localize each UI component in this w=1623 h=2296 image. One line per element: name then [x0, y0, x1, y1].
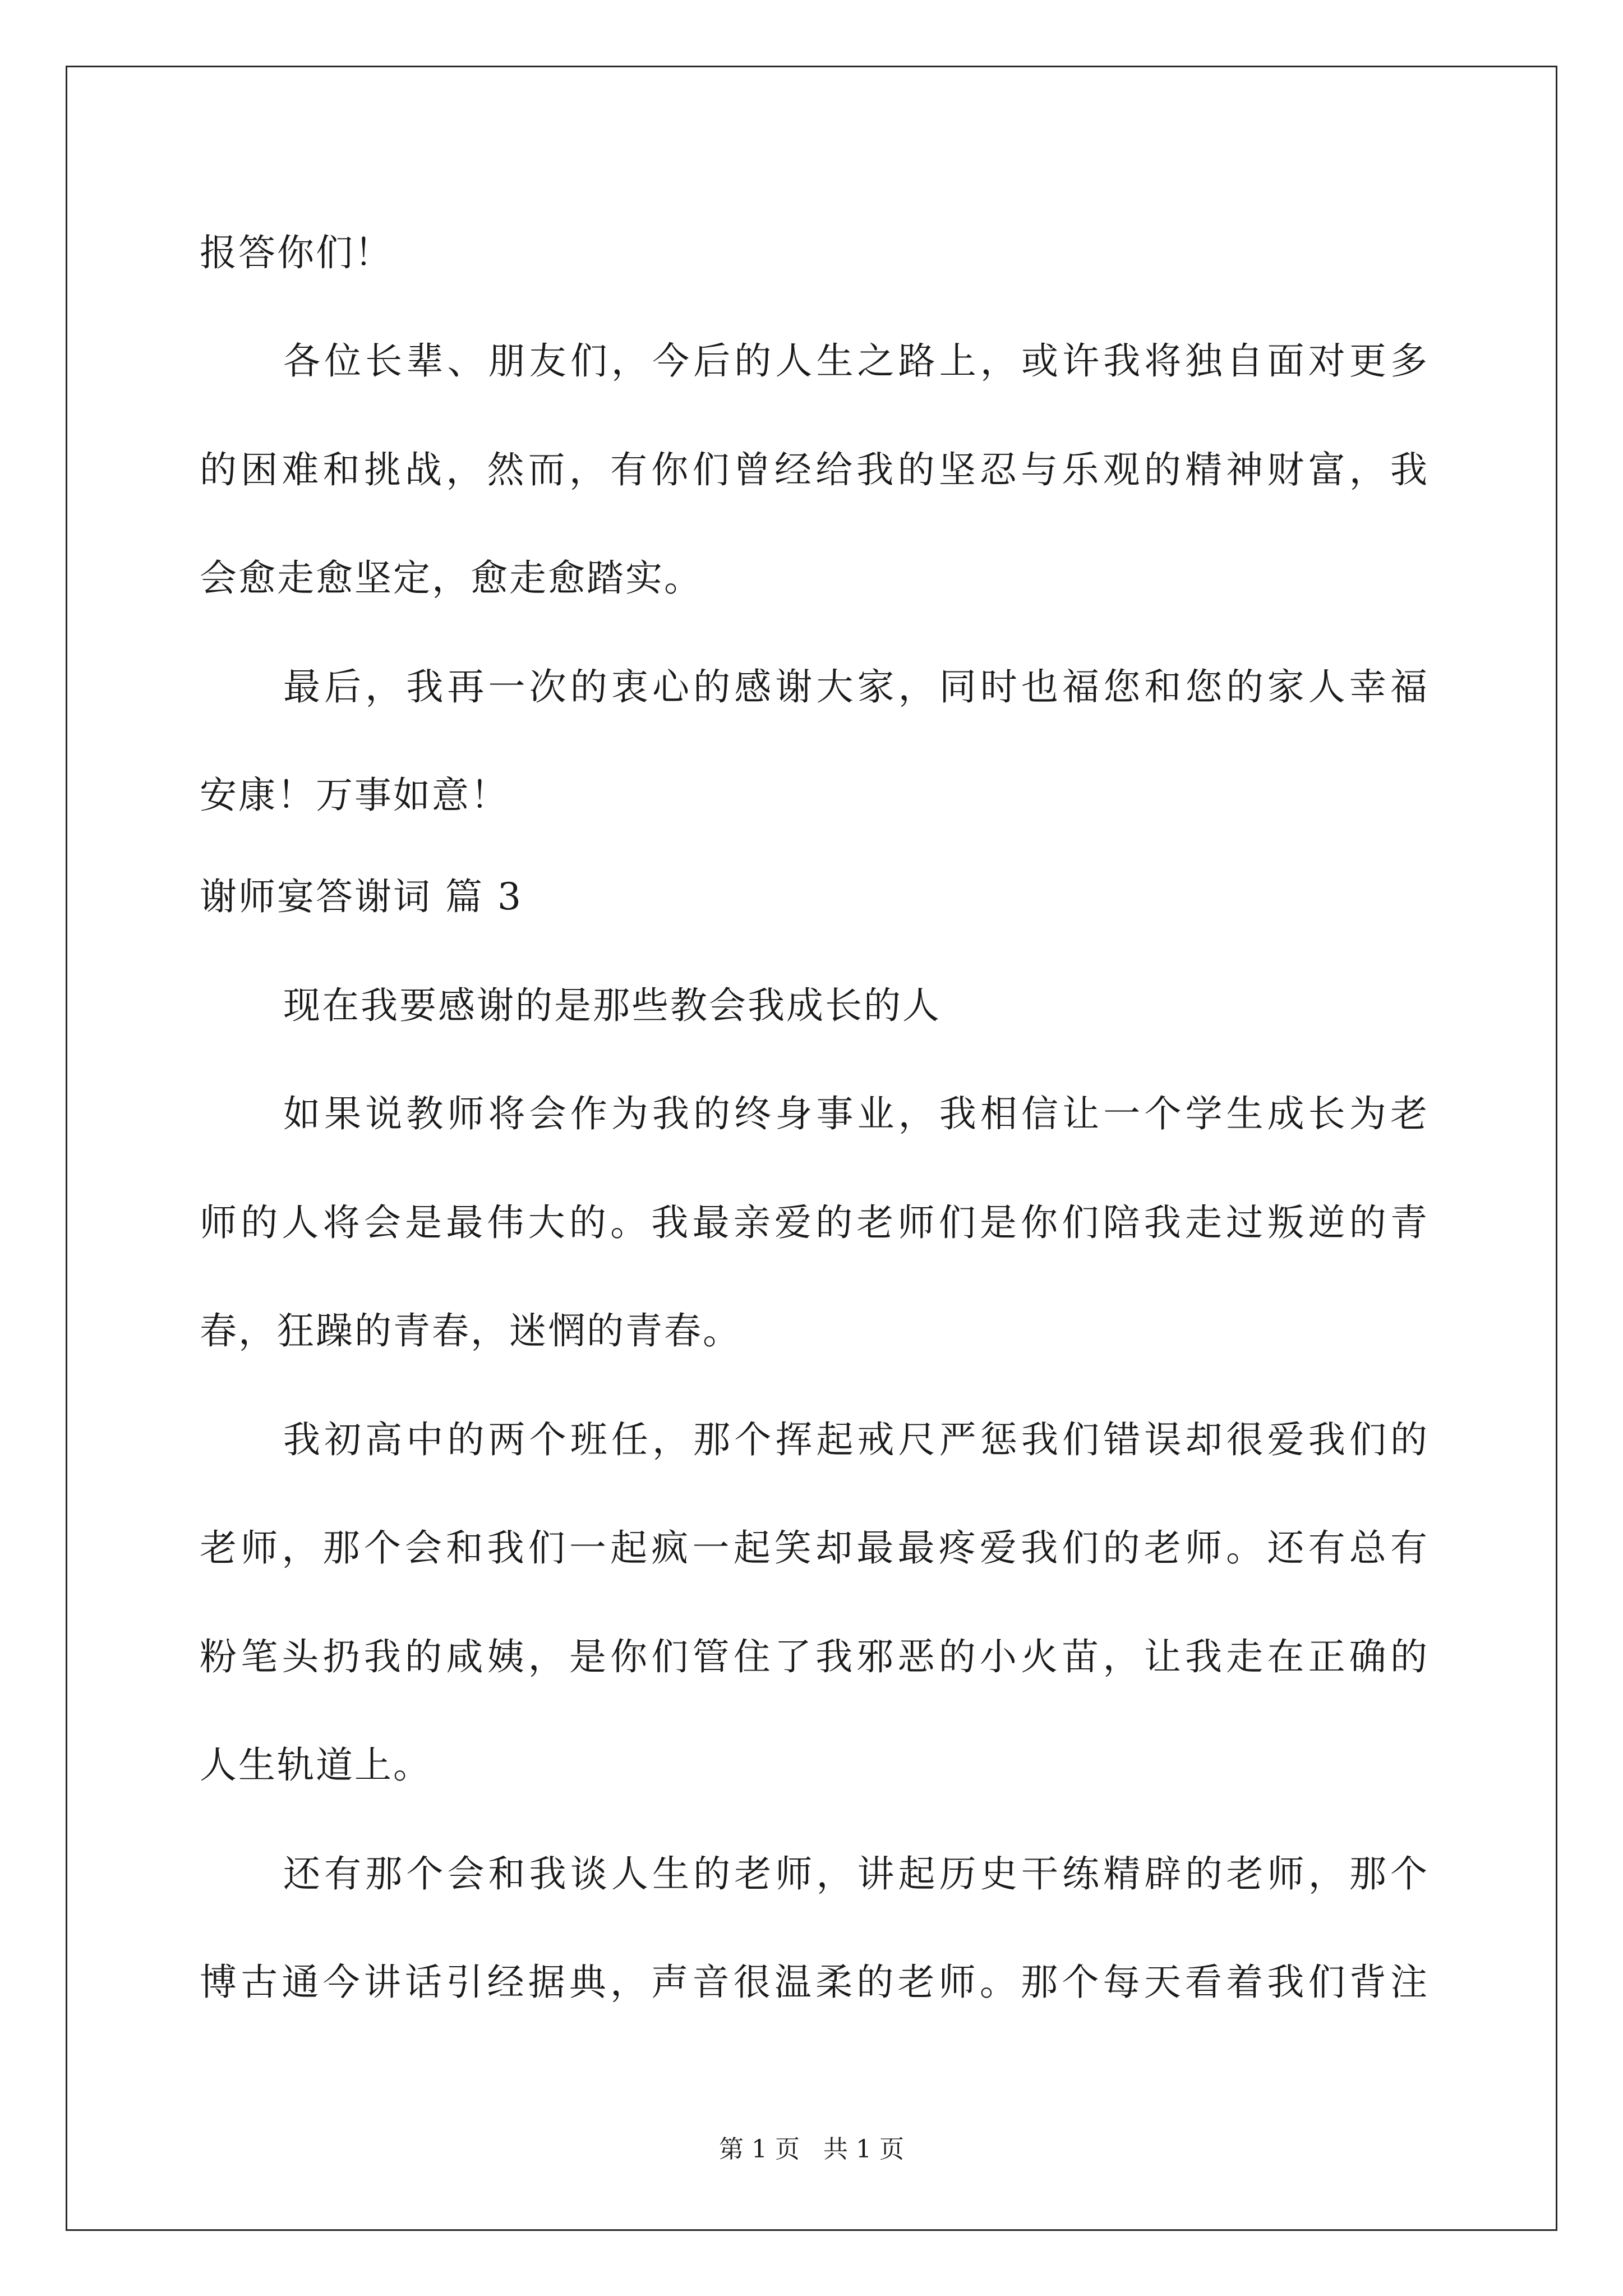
page-border [66, 66, 1557, 2231]
paragraph-start-line: 如果说教师将会作为我的终身事业，我相信让一个学生成长为老 [283, 1092, 1429, 1135]
body-line: 春，狂躁的青春，迷惘的青春。 [200, 1309, 741, 1352]
paragraph-start-line: 我初高中的两个班任，那个挥起戒尺严惩我们错误却很爱我们的 [283, 1418, 1429, 1461]
section-heading: 谢师宴答谢词 篇 3 [200, 875, 523, 918]
paragraph-start-line: 最后，我再一次的衷心的感谢大家，同时也福您和您的家人幸福 [283, 665, 1429, 708]
paragraph-start-line: 现在我要感谢的是那些教会我成长的人 [283, 984, 941, 1027]
body-line: 博古通今讲话引经据典，声音很温柔的老师。那个每天看着我们背注 [200, 1961, 1429, 2004]
body-line: 的困难和挑战，然而，有你们曾经给我的坚忍与乐观的精神财富，我 [200, 448, 1429, 491]
body-line: 老师，那个会和我们一起疯一起笑却最最疼爱我们的老师。还有总有 [200, 1526, 1429, 1570]
paragraph-start-line: 各位长辈、朋友们，今后的人生之路上，或许我将独自面对更多 [283, 339, 1429, 383]
body-line: 会愈走愈坚定，愈走愈踏实。 [200, 556, 703, 600]
paragraph-start-line: 还有那个会和我谈人生的老师，讲起历史干练精辟的老师，那个 [283, 1852, 1429, 1895]
body-line: 安康！万事如意！ [200, 774, 509, 817]
body-line: 师的人将会是最伟大的。我最亲爱的老师们是你们陪我走过叛逆的青 [200, 1201, 1429, 1244]
body-line: 报答你们！ [200, 231, 393, 274]
body-line: 人生轨道上。 [200, 1743, 432, 1787]
page-footer: 第 1 页 共 1 页 [719, 2135, 904, 2164]
body-line: 粉笔头扔我的咸姨，是你们管住了我邪恶的小火苗，让我走在正确的 [200, 1635, 1429, 1678]
